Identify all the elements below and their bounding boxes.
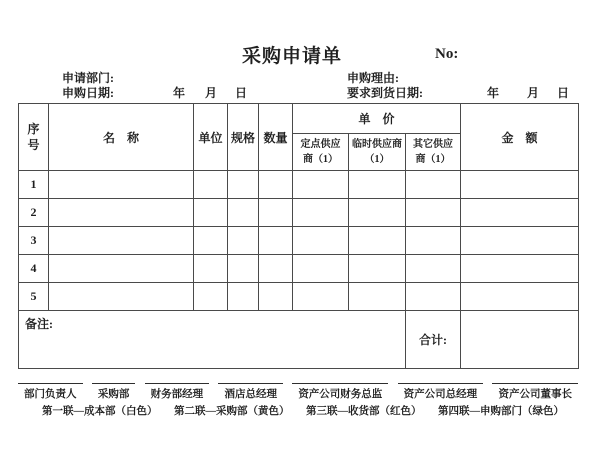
signature-dept-head: 部门负责人 (18, 383, 83, 401)
seq-cell: 3 (19, 227, 49, 255)
empty-cell (228, 255, 259, 283)
copy-4-requesting-dept: 第四联—申购部门（绿色） (438, 406, 564, 417)
empty-cell (293, 283, 349, 311)
empty-cell (349, 283, 406, 311)
empty-cell (461, 283, 579, 311)
empty-cell (406, 283, 461, 311)
empty-cell (228, 199, 259, 227)
day-label-right: 日 (557, 86, 570, 100)
col-header-supplier-other: 其它供应商（1） (406, 134, 461, 171)
signature-hotel-gm: 酒店总经理 (218, 383, 283, 401)
col-header-seq: 序号 (19, 104, 49, 171)
empty-cell (49, 227, 194, 255)
total-value-cell (461, 311, 579, 369)
signature-row (18, 383, 578, 401)
empty-cell (293, 199, 349, 227)
empty-cell (293, 227, 349, 255)
empty-cell (461, 227, 579, 255)
empty-cell (259, 227, 293, 255)
empty-cell (406, 171, 461, 199)
col-header-qty: 数量 (259, 104, 293, 171)
empty-cell (194, 227, 228, 255)
day-label-left: 日 (235, 86, 248, 100)
copy-2-purchasing-dept: 第二联—采购部（黄色） (174, 406, 290, 417)
col-header-amount: 金 额 (461, 104, 579, 171)
empty-cell (194, 171, 228, 199)
copies-row (42, 403, 564, 418)
col-header-supplier-temp: 临时供应商（1） (349, 134, 406, 171)
col-header-supplier-fixed: 定点供应商（1） (293, 134, 349, 171)
empty-cell (228, 283, 259, 311)
empty-cell (49, 255, 194, 283)
empty-cell (349, 255, 406, 283)
table-row (19, 255, 579, 283)
empty-cell (349, 227, 406, 255)
empty-cell (349, 199, 406, 227)
table-row (19, 283, 579, 311)
seq-cell: 4 (19, 255, 49, 283)
year-label-right: 年 (487, 86, 500, 100)
empty-cell (259, 283, 293, 311)
purchase-date-label: 申购日期: (62, 86, 114, 100)
col-header-spec: 规格 (228, 104, 259, 171)
empty-cell (293, 171, 349, 199)
form-title: 采购申请单 (242, 46, 343, 67)
signature-asset-gm: 资产公司总经理 (398, 383, 484, 401)
empty-cell (194, 255, 228, 283)
empty-cell (406, 199, 461, 227)
year-label-left: 年 (173, 86, 186, 100)
empty-cell (406, 227, 461, 255)
required-date-label: 要求到货日期: (347, 86, 423, 100)
total-label: 合计: (406, 311, 461, 369)
seq-cell: 1 (19, 171, 49, 199)
empty-cell (259, 199, 293, 227)
empty-cell (293, 255, 349, 283)
table-row (19, 227, 579, 255)
empty-cell (259, 171, 293, 199)
copy-3-receiving-dept: 第三联—收货部（红色） (306, 406, 422, 417)
seq-cell: 5 (19, 283, 49, 311)
month-label-right: 月 (527, 86, 540, 100)
table-row (19, 171, 579, 199)
empty-cell (49, 283, 194, 311)
empty-cell (194, 199, 228, 227)
table-row (19, 199, 579, 227)
empty-cell (49, 199, 194, 227)
form-number-label: No: (435, 46, 459, 62)
empty-cell (194, 283, 228, 311)
copy-1-cost-dept: 第一联—成本部（白色） (42, 406, 158, 417)
empty-cell (461, 199, 579, 227)
table-bottom-row (19, 311, 579, 369)
empty-cell (49, 171, 194, 199)
apply-dept-label: 申请部门: (62, 71, 114, 85)
empty-cell (228, 171, 259, 199)
col-header-unit-price: 单 价 (293, 104, 461, 134)
empty-cell (461, 255, 579, 283)
signature-asset-cfo: 资产公司财务总监 (292, 383, 388, 401)
col-header-name: 名 称 (49, 104, 194, 171)
month-label-left: 月 (205, 86, 218, 100)
empty-cell (461, 171, 579, 199)
empty-cell (349, 171, 406, 199)
remark-label: 备注: (19, 311, 406, 369)
signature-purchasing-dept: 采购部 (92, 383, 136, 401)
empty-cell (259, 255, 293, 283)
empty-cell (406, 255, 461, 283)
items-table (18, 103, 579, 369)
col-header-unit: 单位 (194, 104, 228, 171)
signature-asset-chairman: 资产公司董事长 (492, 383, 578, 401)
reason-label: 申购理由: (347, 71, 399, 85)
empty-cell (228, 227, 259, 255)
signature-finance-manager: 财务部经理 (145, 383, 210, 401)
seq-cell: 2 (19, 199, 49, 227)
